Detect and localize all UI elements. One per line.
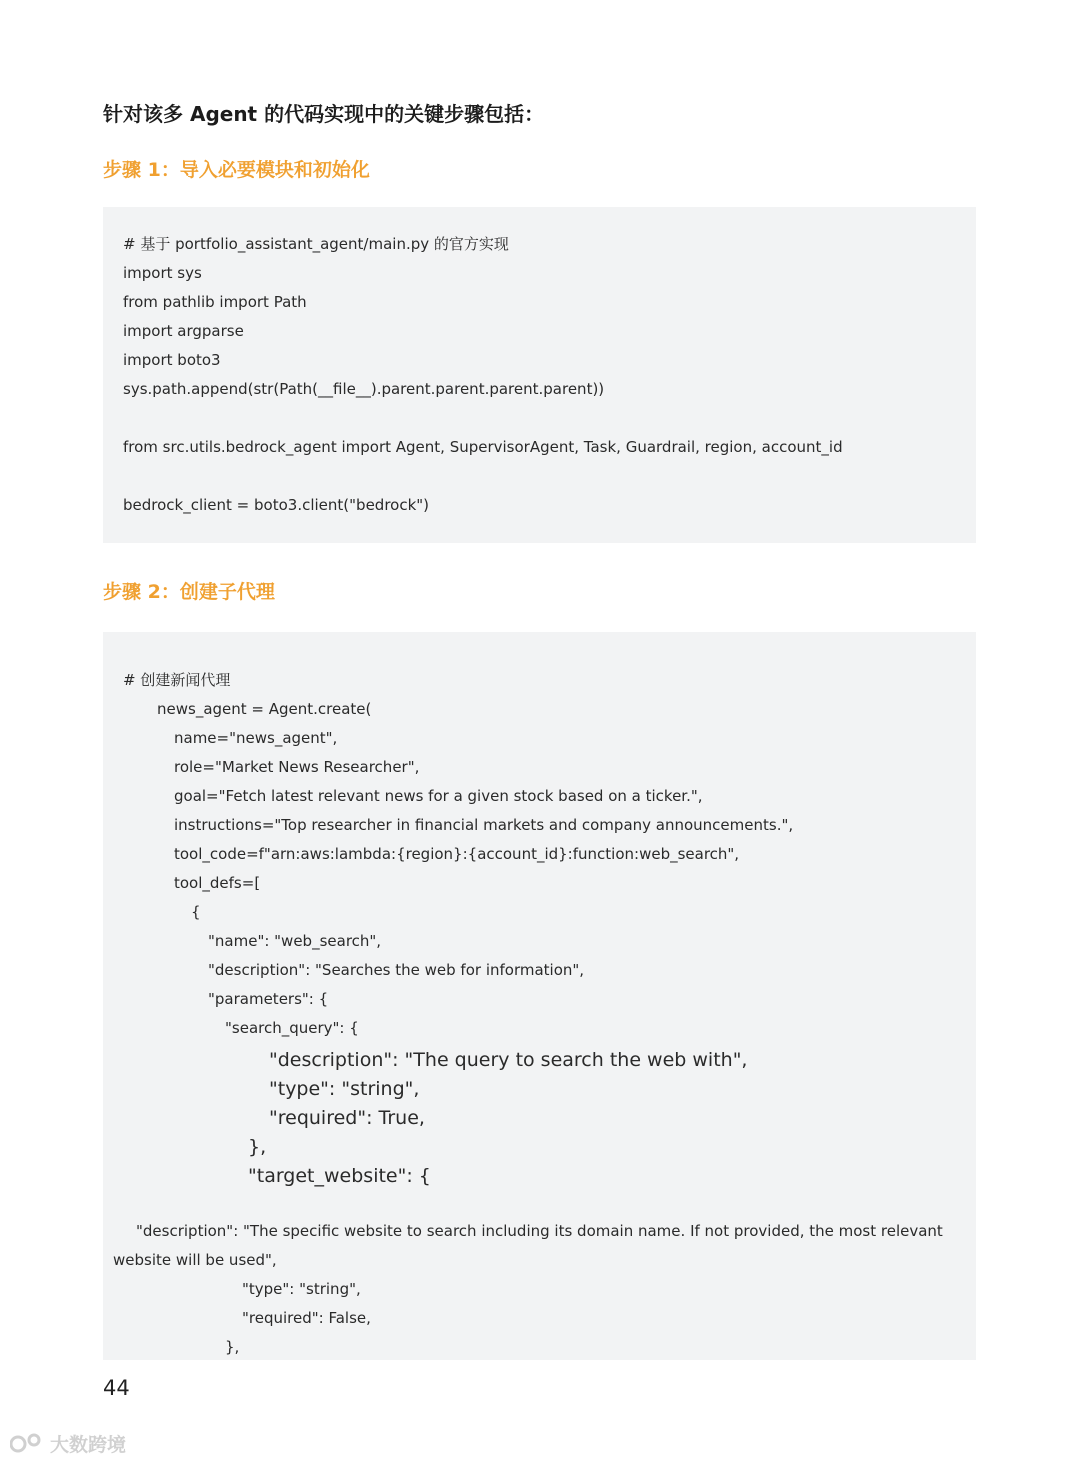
watermark (10, 1430, 126, 1457)
code-line: from pathlib import Path (123, 293, 307, 311)
code-line: "search_query": { (225, 1019, 359, 1037)
code-line: # 基于 portfolio_assistant_agent/main.py 的官方实现 (123, 235, 509, 253)
code-line: }, (248, 1136, 267, 1158)
code-line: role="Market News Researcher", (174, 758, 420, 776)
code-line: "type": "string", (269, 1078, 420, 1100)
code-line: goal="Fetch latest relevant news for a given stock based on a ticker.", (174, 787, 703, 805)
step-1-code-block (103, 207, 976, 543)
code-line: }, (225, 1338, 240, 1356)
code-line: "description": "Searches the web for information", (208, 961, 585, 979)
code-line: { (191, 903, 201, 921)
code-line: name="news_agent", (174, 729, 338, 747)
intro-heading: 针对该多 Agent 的代码实现中的关键步骤包括： (103, 102, 545, 126)
code-line: "required": False, (242, 1309, 371, 1327)
code-line: "target_website": { (248, 1165, 431, 1187)
code-line: website will be used", (113, 1251, 277, 1269)
watermark-logo-icon (10, 1432, 44, 1456)
watermark-text: 大数跨境 (50, 1434, 127, 1456)
code-line: tool_defs=[ (174, 874, 261, 892)
code-line: instructions="Top researcher in financial markets and company announcements.", (174, 816, 794, 834)
code-line: "required": True, (269, 1107, 425, 1129)
code-line: bedrock_client = boto3.client("bedrock") (123, 496, 430, 514)
page-number: 44 (103, 1376, 130, 1400)
code-line: # 创建新闻代理 (123, 671, 231, 689)
code-line: "description": "The query to search the web with", (269, 1049, 748, 1071)
code-line: sys.path.append(str(Path(__file__).parent.parent.parent.parent)) (123, 380, 605, 398)
code-line: news_agent = Agent.create( (157, 700, 372, 718)
code-line: "type": "string", (242, 1280, 361, 1298)
code-line: tool_code=f"arn:aws:lambda:{region}:{account_id}:function:web_search", (174, 845, 740, 863)
code-line: "description": "The specific website to search including its domain name. If not provided, the most relevant (136, 1222, 943, 1240)
code-line: import boto3 (123, 351, 221, 369)
step-2-code-block (103, 632, 976, 1360)
step-2-heading: 步骤 2：创建子代理 (103, 581, 275, 603)
code-line: import argparse (123, 322, 244, 340)
code-line: import sys (123, 264, 202, 282)
code-line: "name": "web_search", (208, 932, 382, 950)
step-1-heading: 步骤 1：导入必要模块和初始化 (103, 159, 370, 181)
code-line: "parameters": { (208, 990, 329, 1008)
code-line: from src.utils.bedrock_agent import Agent, SupervisorAgent, Task, Guardrail, region, account_id (123, 438, 843, 456)
